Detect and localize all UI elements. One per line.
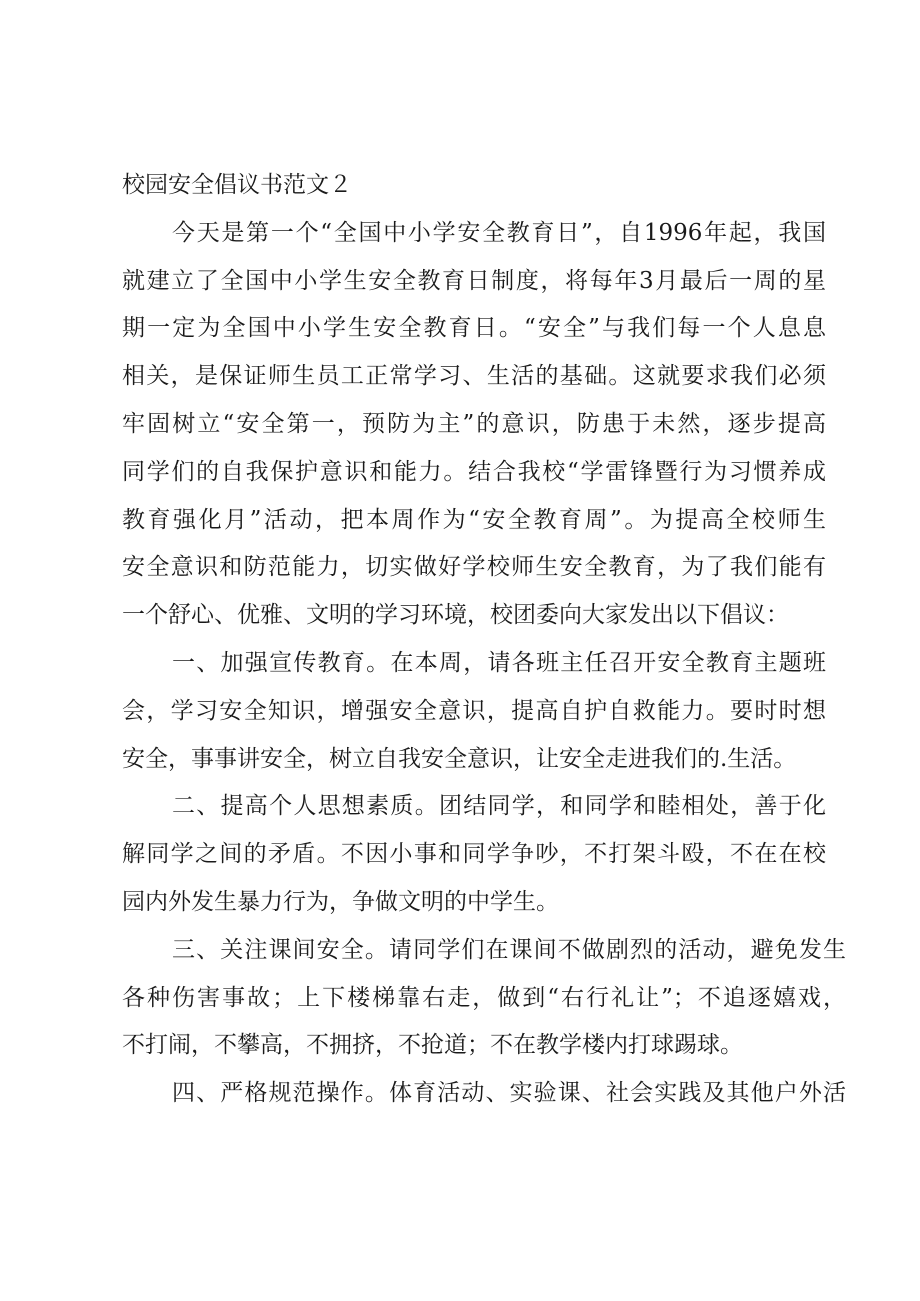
paragraph-line: 园内外发生暴力行为，争做文明的中学生。 — [122, 888, 559, 915]
paragraph-line: 会，学习安全知识，增强安全意识，提高自护自救能力。要时时想 — [122, 697, 826, 724]
paragraph-line: 期一定为全国中小学生安全教育日。“安全”与我们每一个人息息 — [122, 315, 826, 342]
paragraph-line: 相关，是保证师生员工正常学习、生活的基础。这就要求我们必须 — [122, 363, 826, 390]
paragraph-line: 三、关注课间安全。请同学们在课间不做剧烈的活动，避免发生 — [172, 936, 846, 963]
document-title: 校园安全倡议书范文２ — [122, 172, 352, 198]
paragraph-line: 四、严格规范操作。体育活动、实验课、社会实践及其他户外活 — [172, 1080, 846, 1107]
paragraph-line: 安全意识和防范能力，切实做好学校师生安全教育，为了我们能有 — [122, 554, 826, 581]
paragraph-line: 安全，事事讲安全，树立自我安全意识，让安全走进我们的.生活。 — [122, 745, 797, 772]
paragraph-line: 今天是第一个“全国中小学安全教育日”，自1996年起，我国 — [172, 219, 826, 246]
paragraph-line: 牢固树立“安全第一，预防为主”的意识，防患于未然，逐步提高 — [122, 410, 826, 437]
document-page — [122, 166, 846, 1122]
paragraph-line: 就建立了全国中小学生安全教育日制度，将每年3月最后一周的星 — [122, 267, 826, 294]
paragraph-line: 二、提高个人思想素质。团结同学，和同学和睦相处，善于化 — [172, 793, 826, 820]
paragraph-line: 一个舒心、优雅、文明的学习环境，校团委向大家发出以下倡议： — [122, 602, 789, 629]
paragraph-line: 不打闹，不攀高，不拥挤，不抢道；不在教学楼内打球踢球。 — [122, 1032, 743, 1059]
paragraph-line: 同学们的自我保护意识和能力。结合我校“学雷锋暨行为习惯养成 — [122, 458, 826, 485]
paragraph-line: 解同学之间的矛盾。不因小事和同学争吵，不打架斗殴，不在在校 — [122, 841, 826, 868]
paragraph-line: 一、加强宣传教育。在本周，请各班主任召开安全教育主题班 — [172, 649, 826, 676]
paragraph-line: 教育强化月”活动，把本周作为“安全教育周”。为提高全校师生 — [122, 506, 826, 533]
paragraph-line: 各种伤害事故；上下楼梯靠右走，做到“右行礼让”；不追逐嬉戏， — [122, 984, 846, 1011]
